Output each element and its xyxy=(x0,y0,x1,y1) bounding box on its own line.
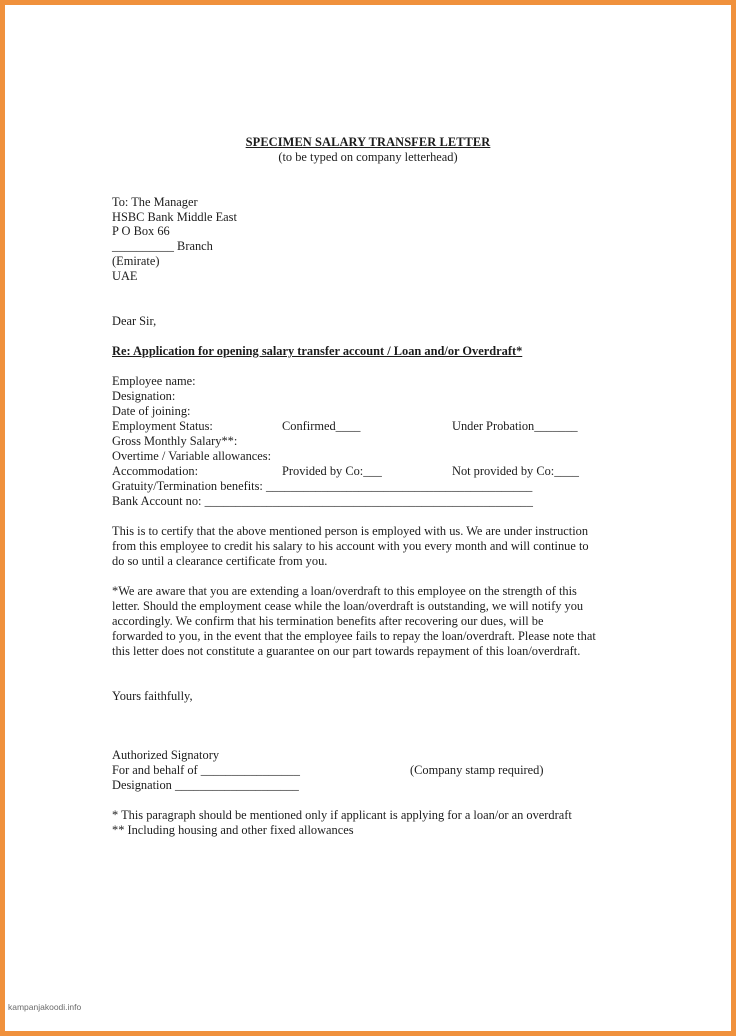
field-bank-account: Bank Account no: _____________________________________________________ xyxy=(112,494,533,508)
address-line-5: (Emirate) xyxy=(112,254,160,268)
closing: Yours faithfully, xyxy=(112,689,193,703)
address-line-6: UAE xyxy=(112,269,138,283)
field-accommodation: Accommodation: xyxy=(112,464,199,478)
paragraph-line: forwarded to you, in the event that the employee fails to repay the loan/overdraft. Please note that xyxy=(112,629,596,643)
address-line-4: __________ Branch xyxy=(112,239,213,253)
letter-title: SPECIMEN SALARY TRANSFER LETTER xyxy=(245,135,491,149)
company-stamp-note: (Company stamp required) xyxy=(410,763,544,777)
signatory-designation: Designation ____________________ xyxy=(112,778,299,792)
authorized-signatory: Authorized Signatory xyxy=(112,748,220,762)
paragraph-line: do so until a clearance certificate from you. xyxy=(112,554,328,568)
for-and-behalf-of: For and behalf of ________________ xyxy=(112,763,300,777)
field-employment-status: Employment Status: xyxy=(112,419,213,433)
footnote-1: * This paragraph should be mentioned only if applicant is applying for a loan/or an overdraft xyxy=(112,808,572,822)
address-line-2: HSBC Bank Middle East xyxy=(112,210,237,224)
field-employee-name: Employee name: xyxy=(112,374,196,388)
paragraph-line: *We are aware that you are extending a loan/overdraft to this employee on the strength of this xyxy=(112,584,577,598)
watermark: kampanjakoodi.info xyxy=(8,1002,82,1012)
address-line-3: P O Box 66 xyxy=(112,224,170,238)
salutation: Dear Sir, xyxy=(112,314,157,328)
address-line-1: To: The Manager xyxy=(112,195,198,209)
paragraph-line: from this employee to credit his salary to his account with you every month and will continue to xyxy=(112,539,589,553)
letter-subject: Re: Application for opening salary transfer account / Loan and/or Overdraft* xyxy=(112,344,523,358)
field-overtime: Overtime / Variable allowances: xyxy=(112,449,272,463)
letter-subtitle: (to be typed on company letterhead) xyxy=(278,150,458,164)
field-gratuity: Gratuity/Termination benefits: ___________________________________________ xyxy=(112,479,533,493)
paragraph-line: letter. Should the employment cease while the loan/overdraft is outstanding, we will notify you xyxy=(112,599,584,613)
field-date-of-joining: Date of joining: xyxy=(112,404,191,418)
paragraph-line: This is to certify that the above mentioned person is employed with us. We are under instruction xyxy=(112,524,589,538)
paragraph-line: accordingly. We confirm that his termination benefits after recovering our dues, will be xyxy=(112,614,544,628)
option-confirmed: Confirmed____ xyxy=(282,419,361,433)
option-not-provided-by-company: Not provided by Co:____ xyxy=(452,464,579,478)
footnote-2: ** Including housing and other fixed allowances xyxy=(112,823,354,837)
option-provided-by-company: Provided by Co:___ xyxy=(282,464,382,478)
option-under-probation: Under Probation_______ xyxy=(452,419,578,433)
field-gross-salary: Gross Monthly Salary**: xyxy=(112,434,238,448)
paragraph-line: this letter does not constitute a guarantee on our part towards repayment of this loan/overdraft. xyxy=(112,644,581,658)
field-designation: Designation: xyxy=(112,389,176,403)
